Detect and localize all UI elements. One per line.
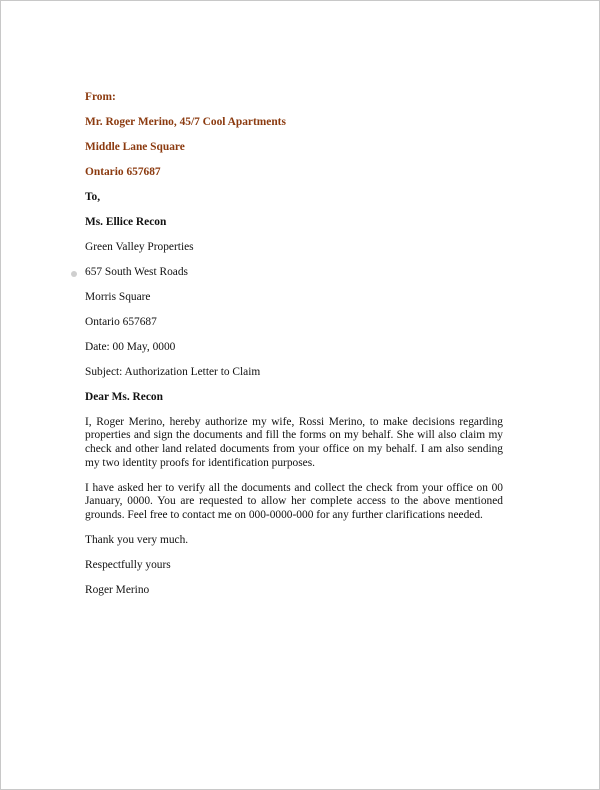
closing-line: Respectfully yours	[85, 558, 171, 571]
body-paragraph-2: I have asked her to verify all the documents and collect the check from your office on 00 January, 0000. You are requested to allow her complete access to the above mentioned grounds. Feel free to contact me on 000-0000-000 for any further clarifications needed.	[85, 481, 503, 521]
signature-name: Roger Merino	[85, 583, 150, 596]
recipient-company: Green Valley Properties	[85, 240, 194, 253]
letter-date: Date: 00 May, 0000	[85, 340, 176, 353]
recipient-name: Ms. Ellice Recon	[85, 215, 167, 228]
recipient-street: 657 South West Roads	[85, 265, 188, 278]
margin-dot-mark	[71, 271, 77, 277]
salutation: Dear Ms. Recon	[85, 390, 163, 403]
recipient-area: Morris Square	[85, 290, 151, 303]
thanks-line: Thank you very much.	[85, 533, 189, 546]
recipient-city: Ontario 657687	[85, 315, 157, 328]
recipient-label: To,	[85, 190, 101, 203]
sender-label: From:	[85, 91, 116, 103]
sender-name-address: Mr. Roger Merino, 45/7 Cool Apartments	[85, 115, 286, 128]
letter-subject: Subject: Authorization Letter to Claim	[85, 365, 261, 378]
sender-city: Ontario 657687	[85, 165, 161, 178]
letter-body	[85, 91, 503, 609]
body-paragraph-1: I, Roger Merino, hereby authorize my wife, Rossi Merino, to make decisions regarding properties and sign the documents and fill the forms on my behalf. She will also claim my check and other land related documents from your office on my behalf. I am also sending my two identity proofs for identification purposes.	[85, 415, 503, 469]
sender-street: Middle Lane Square	[85, 140, 185, 153]
